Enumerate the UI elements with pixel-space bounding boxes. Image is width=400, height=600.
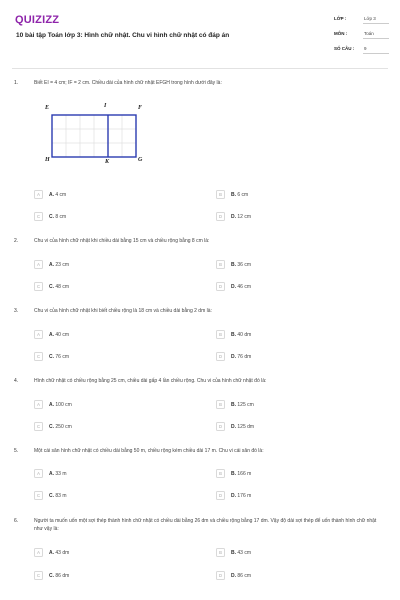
option-letter-box: B — [216, 469, 225, 478]
option-letter-box: D — [216, 422, 225, 431]
header-divider — [12, 68, 388, 69]
option-label: C. — [49, 213, 54, 220]
question-5-text: Một cái sân hình chữ nhật có chiều dài bằng 50 m, chiều rộng kém chiều dài 17 m. Chu vi cái sân đó là: — [34, 448, 264, 454]
option-text: 166 m — [237, 470, 252, 477]
option-text: 125 cm — [237, 401, 254, 408]
meta-count-underline — [363, 53, 389, 54]
question-5-number: 5. — [14, 448, 19, 454]
option-text: 46 cm — [237, 283, 252, 290]
option-label: D. — [231, 353, 236, 360]
option-letter-box: A — [34, 548, 43, 557]
meta-grade-value: Lớp 3 — [364, 16, 376, 21]
point-k-label: K — [105, 159, 110, 165]
point-i-label: I — [104, 103, 107, 109]
option-text: 33 m — [55, 470, 67, 477]
option-text: 43 cm — [237, 549, 252, 556]
option-label: C. — [49, 283, 54, 290]
vertex-g-label: G — [138, 157, 143, 163]
meta-subject-label: MÔN : — [334, 31, 348, 36]
question-3-number: 3. — [14, 308, 19, 314]
meta-subject-value: Toán — [364, 31, 374, 36]
document-header — [0, 0, 400, 66]
grid-lines — [52, 115, 136, 157]
option-letter-box: A — [34, 260, 43, 269]
option-letter-box: B — [216, 260, 225, 269]
option-text: 125 dm — [237, 423, 255, 430]
question-3-text: Chu vi của hình chữ nhật khi biết chiều rộng là 18 cm và chiều dài bằng 2 dm là: — [34, 308, 212, 314]
option-letter-box: A — [34, 330, 43, 339]
option-letter-box: B — [216, 400, 225, 409]
option-text: 8 cm — [55, 213, 67, 220]
option-label: D. — [231, 492, 236, 499]
option-label: C. — [49, 572, 54, 579]
option-letter-box: D — [216, 491, 225, 500]
option-text: 250 cm — [55, 423, 72, 430]
rectangle-efgh-figure — [36, 100, 156, 170]
option-label: A. — [49, 191, 54, 198]
option-text: 176 m — [237, 492, 252, 499]
meta-subject-underline — [363, 38, 389, 39]
option-text: 86 cm — [237, 572, 252, 579]
vertex-h-label: H — [45, 157, 50, 163]
option-text: 12 cm — [237, 213, 252, 220]
option-text: 86 dm — [55, 572, 70, 579]
vertex-f-label: F — [138, 105, 143, 111]
vertex-e-label: E — [45, 105, 50, 111]
option-letter-box: D — [216, 282, 225, 291]
quizizz-logo: QUIZIZZ — [15, 14, 60, 26]
option-text: 76 cm — [55, 353, 70, 360]
meta-question-count — [334, 44, 389, 54]
option-text: 40 dm — [237, 331, 252, 338]
option-text: 100 cm — [55, 401, 72, 408]
option-label: D. — [231, 423, 236, 430]
option-text: 40 cm — [55, 331, 70, 338]
option-label: B. — [231, 191, 236, 198]
option-letter-box: B — [216, 548, 225, 557]
question-1-number: 1. — [14, 80, 19, 86]
option-label: A. — [49, 549, 54, 556]
option-label: C. — [49, 353, 54, 360]
option-letter-box: D — [216, 571, 225, 580]
option-letter-box: D — [216, 212, 225, 221]
option-label: B. — [231, 549, 236, 556]
option-letter-box: D — [216, 352, 225, 361]
option-letter-box: B — [216, 190, 225, 199]
option-text: 76 dm — [237, 353, 252, 360]
option-text: 36 cm — [237, 261, 252, 268]
meta-grade-underline — [363, 23, 389, 24]
question-4-text: Hình chữ nhật có chiều rộng bằng 25 cm, chiều dài gấp 4 lần chiều rộng. Chu vi của hình chữ nhật đó là: — [34, 378, 267, 384]
option-text: 83 m — [55, 492, 67, 499]
question-6-text: Người ta muốn uốn một sợi thép thành hình chữ nhật có chiều dài bằng 26 dm và chiều rộng bằng 17 dm. Vậy độ dài sợi thép để uốn thành hình chữ nhật như vậy là: — [34, 518, 377, 532]
option-letter-box: C — [34, 282, 43, 291]
option-letter-box: C — [34, 491, 43, 500]
option-label: B. — [231, 470, 236, 477]
option-label: A. — [49, 331, 54, 338]
question-2-number: 2. — [14, 238, 19, 244]
option-text: 23 cm — [55, 261, 70, 268]
option-letter-box: C — [34, 212, 43, 221]
option-label: C. — [49, 492, 54, 499]
meta-grade — [334, 14, 389, 24]
option-label: D. — [231, 213, 236, 220]
question-1-text: Biết EI = 4 cm; IF = 2 cm. Chiều dài của hình chữ nhật EFGH trong hình dưới đây là: — [34, 80, 222, 86]
option-label: A. — [49, 401, 54, 408]
option-letter-box: C — [34, 352, 43, 361]
option-label: B. — [231, 261, 236, 268]
option-letter-box: A — [34, 400, 43, 409]
option-text: 4 cm — [55, 191, 67, 198]
option-label: A. — [49, 261, 54, 268]
option-label: C. — [49, 423, 54, 430]
meta-count-value: 9 — [364, 46, 367, 51]
meta-grade-label: LỚP : — [334, 16, 347, 21]
option-text: 48 cm — [55, 283, 70, 290]
option-text: 6 cm — [237, 191, 249, 198]
option-label: D. — [231, 283, 236, 290]
option-label: A. — [49, 470, 54, 477]
page-title: 10 bài tập Toán lớp 3: Hình chữ nhật. Chu vi hình chữ nhật có đáp án — [16, 32, 230, 39]
question-2-text: Chu vi của hình chữ nhật khi chiều dài bằng 15 cm và chiều rộng bằng 8 cm là: — [34, 238, 210, 244]
meta-subject — [334, 29, 389, 39]
option-label: B. — [231, 401, 236, 408]
option-label: D. — [231, 572, 236, 579]
option-letter-box: A — [34, 469, 43, 478]
option-letter-box: B — [216, 330, 225, 339]
option-label: B. — [231, 331, 236, 338]
option-letter-box: C — [34, 422, 43, 431]
option-text: 43 dm — [55, 549, 70, 556]
option-letter-box: A — [34, 190, 43, 199]
meta-count-label: SỐ CÂU : — [334, 46, 355, 51]
option-letter-box: C — [34, 571, 43, 580]
question-4-number: 4. — [14, 378, 19, 384]
question-6-number: 6. — [14, 518, 19, 524]
